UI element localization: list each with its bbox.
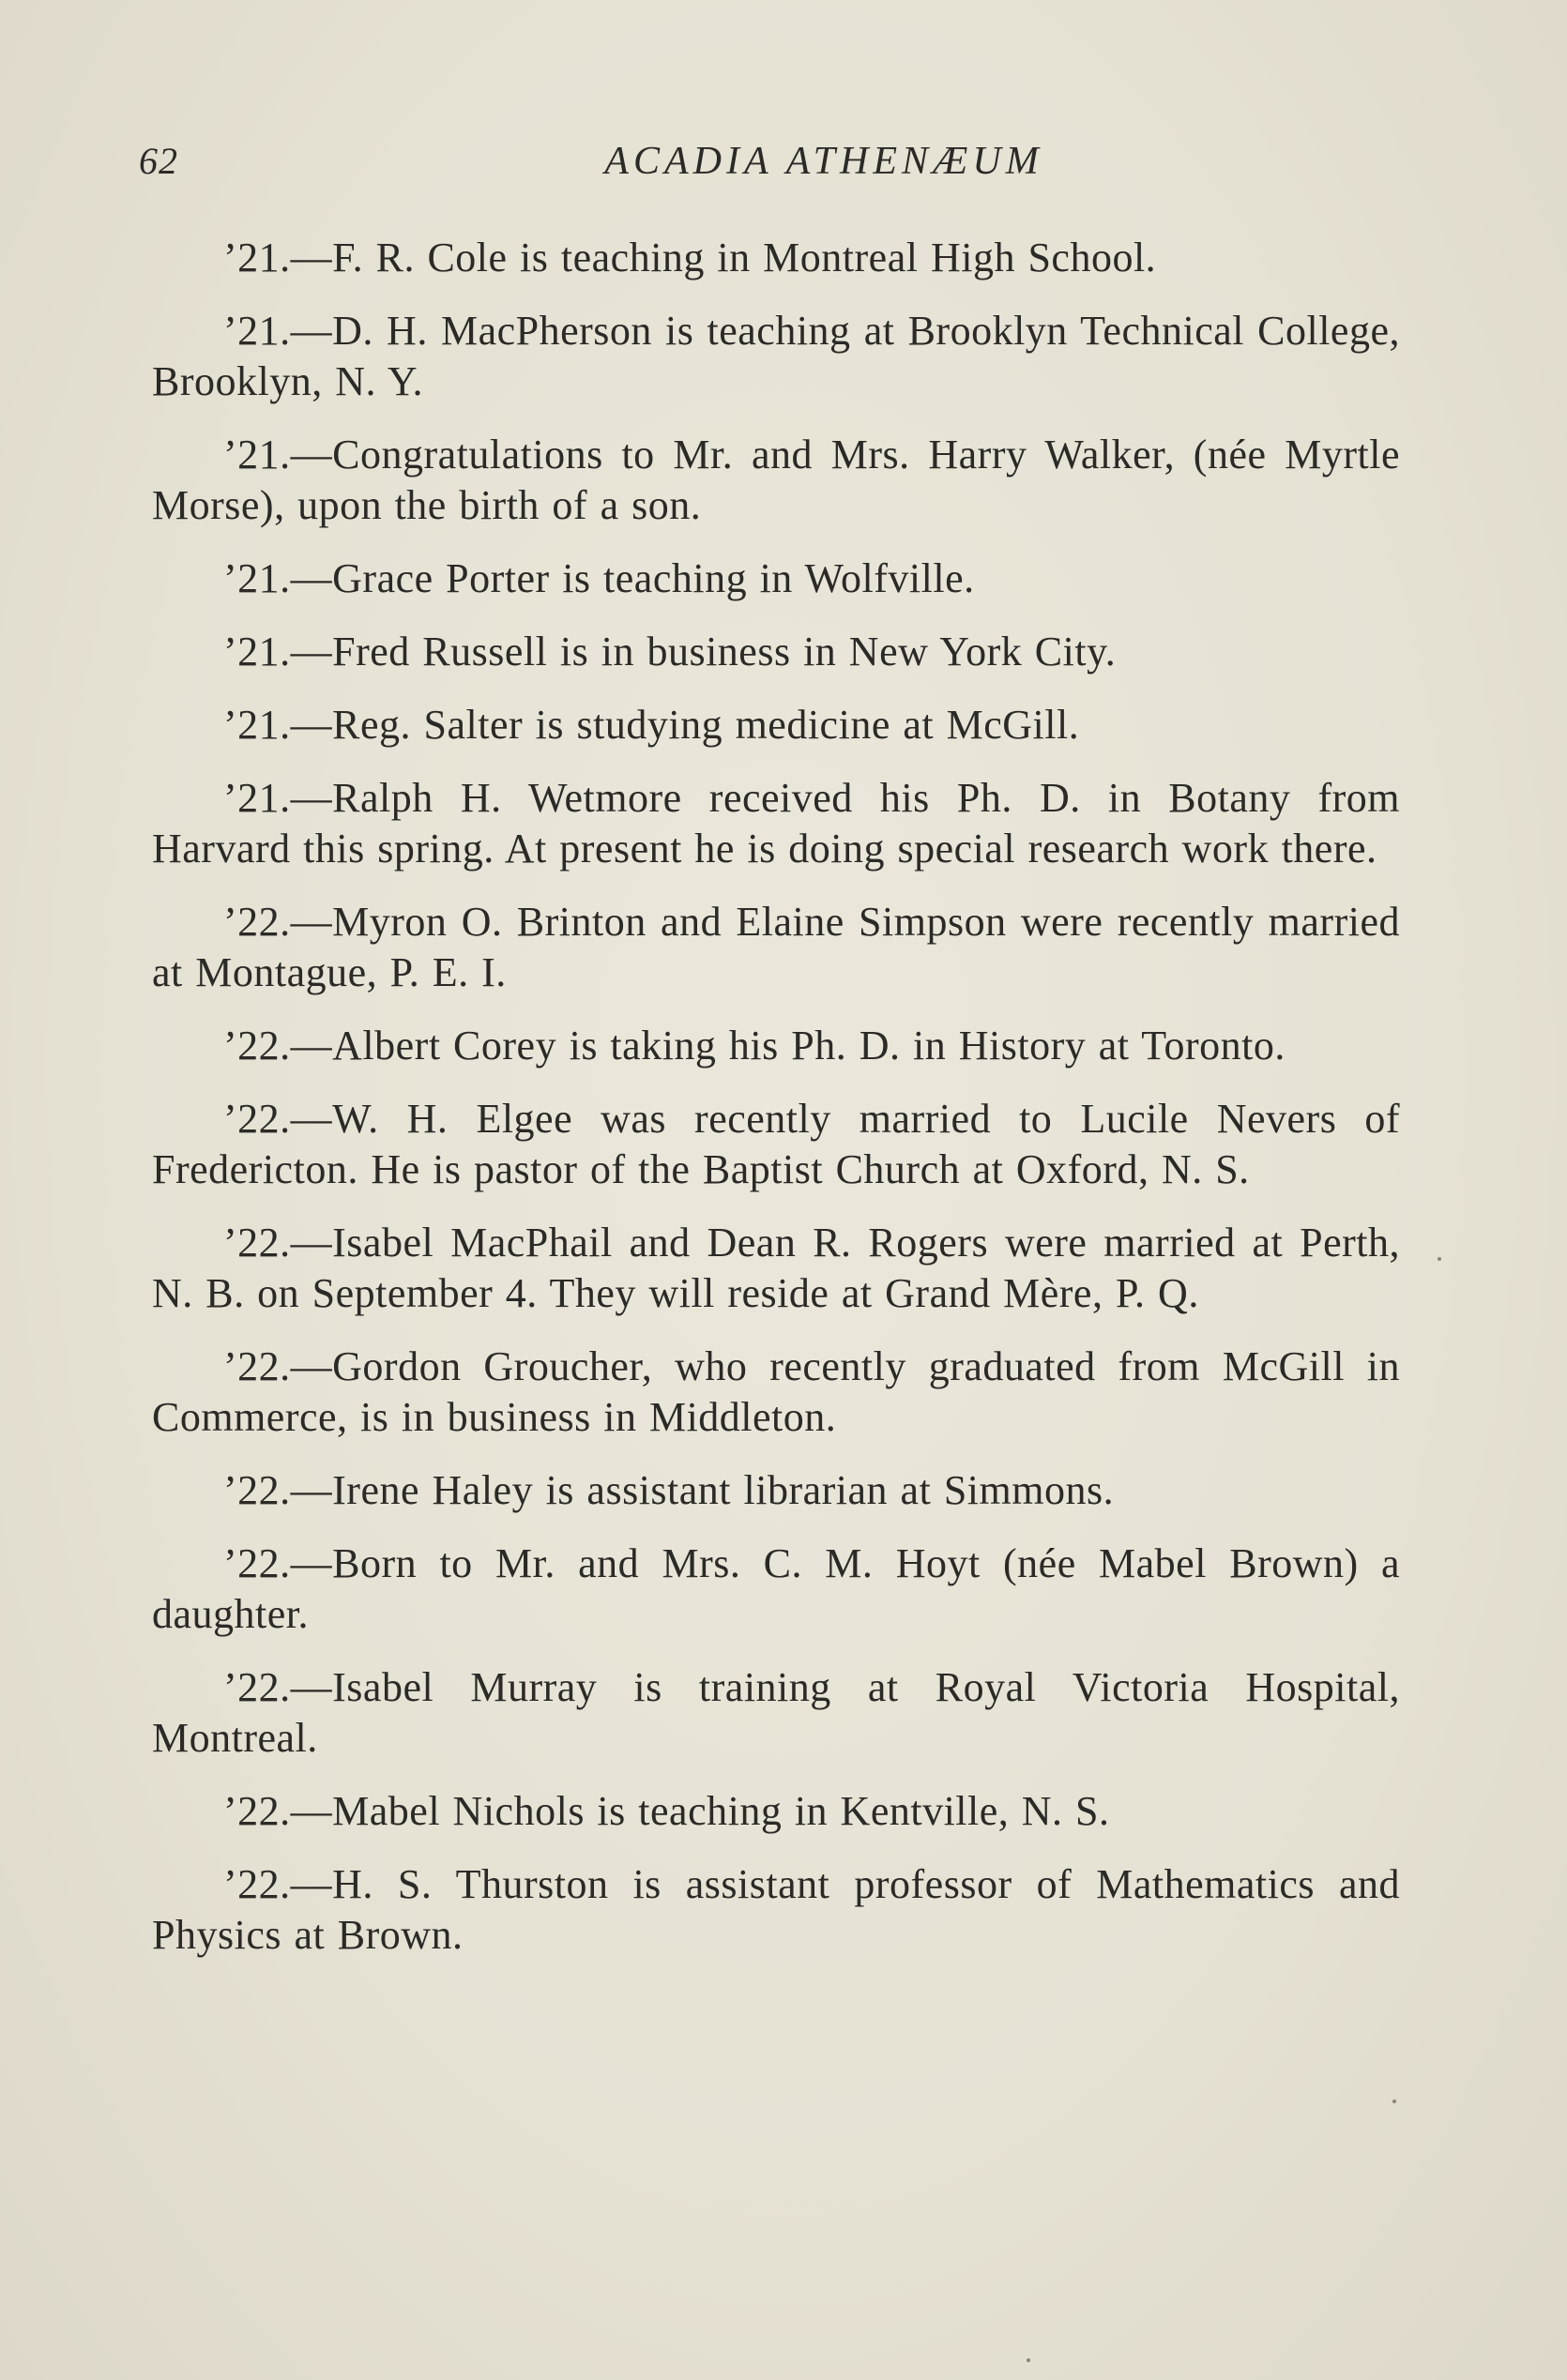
alumni-note: ’22.—W. H. Elgee was recently married to Lucile Nevers of Fredericton. He is pastor of the Baptist Church at Oxford, N. S. bbox=[152, 1096, 1400, 1192]
alumni-note: ’21.—Fred Russell is in business in New York City. bbox=[223, 629, 1117, 675]
paper-speck bbox=[1027, 2358, 1030, 2362]
alumni-note: ’22.—Gordon Groucher, who recently graduated from McGill in Commerce, is in business in Middleton. bbox=[152, 1343, 1400, 1440]
page-number: 62 bbox=[139, 140, 178, 182]
alumni-note: ’22.—H. S. Thurston is assistant professor of Mathematics and Physics at Brown. bbox=[152, 1861, 1400, 1958]
alumni-note: ’22.—Mabel Nichols is teaching in Kentville, N. S. bbox=[223, 1788, 1110, 1834]
alumni-note: ’22.—Albert Corey is taking his Ph. D. in History at Toronto. bbox=[223, 1023, 1286, 1069]
alumni-note: ’22.—Myron O. Brinton and Elaine Simpson were recently married at Montague, P. E. I. bbox=[152, 899, 1400, 995]
alumni-note: ’22.—Isabel MacPhail and Dean R. Rogers were married at Perth, N. B. on September 4. They will reside at Grand Mère, P. Q. bbox=[152, 1220, 1400, 1316]
alumni-note: ’22.—Born to Mr. and Mrs. C. M. Hoyt (née Mabel Brown) a daughter. bbox=[152, 1540, 1400, 1637]
alumni-note: ’21.—Congratulations to Mr. and Mrs. Harry Walker, (née Myrtle Morse), upon the birth of a son. bbox=[152, 432, 1400, 528]
alumni-note: ’22.—Isabel Murray is training at Royal Victoria Hospital, Montreal. bbox=[152, 1664, 1400, 1761]
alumni-note: ’21.—Grace Porter is teaching in Wolfville. bbox=[223, 555, 975, 601]
paper-speck bbox=[1392, 2100, 1396, 2103]
paper-speck bbox=[1438, 1257, 1441, 1261]
alumni-note: ’21.—Reg. Salter is studying medicine at McGill. bbox=[223, 702, 1080, 748]
running-head: ACADIA ATHENÆUM bbox=[604, 140, 1043, 183]
alumni-note: ’21.—F. R. Cole is teaching in Montreal High School. bbox=[223, 235, 1157, 280]
page-header bbox=[139, 139, 1396, 195]
alumni-note: ’22.—Irene Haley is assistant librarian at Simmons. bbox=[223, 1467, 1115, 1513]
alumni-note: ’21.—D. H. MacPherson is teaching at Brooklyn Technical College, Brooklyn, N. Y. bbox=[152, 308, 1400, 404]
alumni-notes bbox=[152, 233, 1400, 1983]
alumni-note: ’21.—Ralph H. Wetmore received his Ph. D. in Botany from Harvard this spring. At present he is doing special research work there. bbox=[152, 775, 1400, 872]
